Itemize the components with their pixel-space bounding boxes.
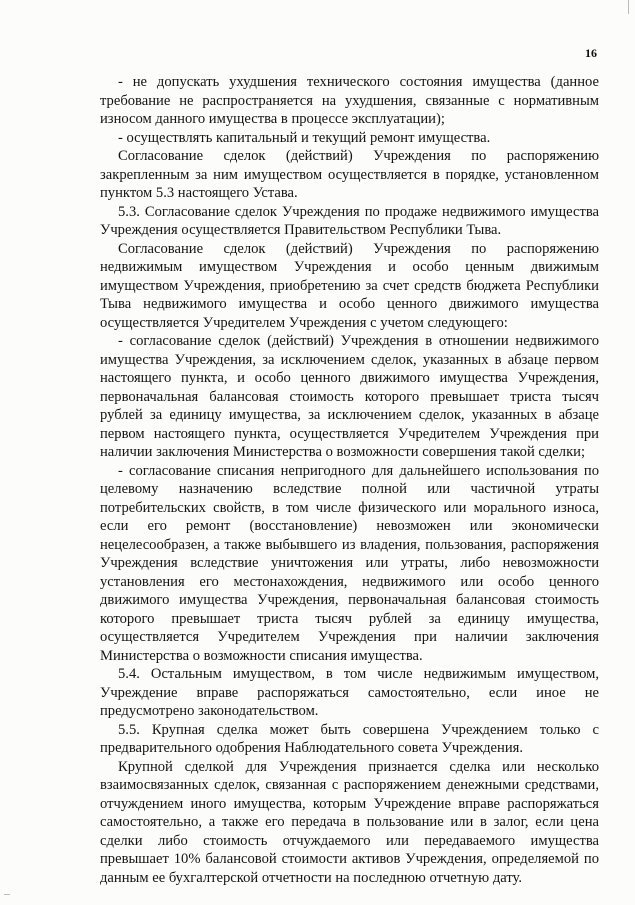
page-number: 16: [585, 46, 597, 60]
paragraph: Согласование сделок (действий) Учреждения по распоряжению закрепленным за ним имуществом осуществляется в порядке, установленном пунктом 5.3 настоящего Устава.: [100, 148, 599, 201]
paragraph: - не допускать ухудшения технического состояния имущества (данное требование не распространяется на ухудшения, связанные с нормативным износом данного имущества в процессе эксплуатации);: [100, 74, 599, 127]
paragraph: 5.3. Согласование сделок Учреждения по продаже недвижимого имущества Учреждения осуществляется Правительством Республики Тыва.: [100, 203, 599, 238]
paragraph: - осуществлять капитальный и текущий ремонт имущества.: [118, 129, 491, 146]
paragraph: 5.4. Остальным имуществом, в том числе недвижимым имуществом, Учреждение вправе распоряжаться самостоятельно, если иное не предусмотрено законодательством.: [100, 666, 599, 719]
paragraph: - согласование сделок (действий) Учреждения в отношении недвижимого имущества Учреждения, за исключением сделок, указанных в абзаце первом настоящего пункта, и особо ценного движимого имущества Учреждения, первоначальная балансовая стоимость которого превышает триста тысяч рублей за единицу имущества, за исключением сделок, указанных в абзаце первом настоящего пункта, осуществляется Учредителем Учреждения при наличии заключения Министерства о возможности совершения такой сделки;: [100, 333, 599, 460]
paragraph: - согласование списания непригодного для дальнейшего использования по целевому назначению вследствие полной или частичной утраты потребительских свойств, в том числе физического или морального износа, если его ремонт (восстановление) невозможен или экономически нецелесообразен, а также выбывшего из владения, пользования, распоряжения Учреждения вследствие уничтожения или утраты, либо невозможности установления его местонахождения, недвижимого или особо ценного движимого имущества Учреждения, первоначальная балансовая стоимость которого превышает триста тысяч рублей за единицу имущества, осуществляется Учредителем Учреждения при наличии заключения Министерства о возможности списания имущества.: [100, 462, 599, 664]
document-body: [100, 73, 599, 887]
paragraph: Крупной сделкой для Учреждения признается сделка или несколько взаимосвязанных сделок, связанная с распоряжением денежными средствами, отчуждением иного имущества, которым Учреждение вправе распоряжаться самостоятельно, а также его передача в пользование или в залог, если цена сделки либо стоимость отчуждаемого или передаваемого имущества превышает 10% балансовой стоимости активов Учреждения, определяемой по данным ее бухгалтерской отчетности на последнюю отчетную дату.: [100, 758, 599, 886]
paragraph: 5.5. Крупная сделка может быть совершена Учреждением только с предварительного одобрения Наблюдательного совета Учреждения.: [100, 721, 599, 756]
scan-edge-mark: [4, 894, 10, 895]
paragraph: Согласование сделок (действий) Учреждения по распоряжению недвижимым имуществом Учреждения и особо ценным движимым имуществом Учреждения, приобретению за счет средств бюджета Республики Тыва недвижимого имущества и особо ценного движимого имущества осуществляется Учредителем Учреждения с учетом следующего:: [100, 240, 599, 331]
scan-edge-mark: [628, 0, 629, 14]
